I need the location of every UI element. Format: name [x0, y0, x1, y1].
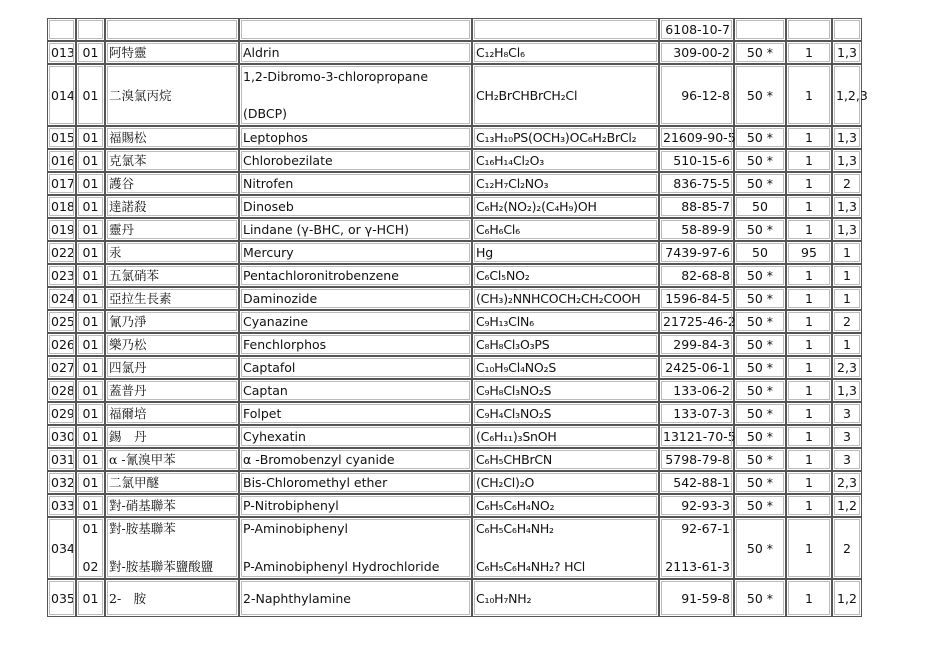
use-cell: 1: [832, 287, 862, 310]
cas-number-cell: [659, 517, 734, 579]
row-number-cell: 029: [47, 402, 76, 425]
cas-number-cell: 13121-70-5: [659, 425, 734, 448]
formula-cell: C₁₆H₁₄Cl₂O₃: [472, 149, 659, 172]
use-cell: 1: [832, 241, 862, 264]
class-cell: 1: [786, 425, 832, 448]
chinese-name-cell: 福爾培: [105, 402, 239, 425]
sub-number-cell: 01: [76, 241, 105, 264]
cas-number-cell: 133-06-2: [659, 379, 734, 402]
chinese-name-cell: [105, 18, 239, 41]
sub-number-cell: 01: [76, 402, 105, 425]
use-cell: 3: [832, 448, 862, 471]
english-name-cell: Captan: [239, 379, 472, 402]
table-row: [47, 149, 862, 172]
cas-number-cell: 58-89-9: [659, 218, 734, 241]
row-number-cell: 019: [47, 218, 76, 241]
table-row: [47, 356, 862, 379]
limit-cell: 50 *: [734, 356, 786, 379]
formula-line: C₆H₅C₆H₄NH₂? HCl: [476, 559, 586, 574]
row-number-cell: 031: [47, 448, 76, 471]
table-body: [47, 18, 868, 617]
table-row: [47, 18, 862, 41]
class-cell: 1: [786, 126, 832, 149]
table-row: [47, 425, 862, 448]
row-number-cell: 015: [47, 126, 76, 149]
limit-cell: 50 *: [734, 379, 786, 402]
sub-number-cell: 01: [76, 471, 105, 494]
class-cell: 1: [786, 218, 832, 241]
table-row: [47, 195, 862, 218]
sub-number-line: 02: [82, 559, 99, 574]
use-cell: 1,2: [832, 494, 862, 517]
chinese-name-cell: 亞拉生長素: [105, 287, 239, 310]
limit-cell: 50 *: [734, 425, 786, 448]
sub-number-cell: 01: [76, 425, 105, 448]
cas-number-cell: 133-07-3: [659, 402, 734, 425]
use-cell: 1,3: [832, 218, 862, 241]
class-cell: 1: [786, 494, 832, 517]
english-name-cell: Chlorobezilate: [239, 149, 472, 172]
row-number-cell: 026: [47, 333, 76, 356]
use-cell: 2: [832, 172, 862, 195]
row-number-cell: 016: [47, 149, 76, 172]
table-row: [47, 494, 862, 517]
table-row: [47, 379, 862, 402]
english-name-line: (DBCP): [243, 106, 288, 121]
english-name-cell: 2-Naphthylamine: [239, 579, 472, 617]
use-cell: 2: [832, 310, 862, 333]
cas-number-cell: 21725-46-2: [659, 310, 734, 333]
limit-cell: 50 *: [734, 494, 786, 517]
row-number-cell: 014: [47, 64, 76, 126]
limit-cell: 50 *: [734, 579, 786, 617]
cas-number-cell: 6108-10-7: [659, 18, 734, 41]
cas-number-cell: 5798-79-8: [659, 448, 734, 471]
sub-number-line: 01: [82, 521, 99, 536]
limit-cell: 50 *: [734, 448, 786, 471]
limit-cell: 50 *: [734, 264, 786, 287]
english-name-line: P-Aminobiphenyl: [243, 521, 349, 536]
formula-cell: Hg: [472, 241, 659, 264]
cas-number-line: 2113-61-3: [665, 559, 730, 574]
row-number-cell: 023: [47, 264, 76, 287]
use-cell: 1,3: [832, 195, 862, 218]
class-cell: 1: [786, 310, 832, 333]
cas-number-cell: 309-00-2: [659, 41, 734, 64]
formula-cell: C₆H₅C₆H₄NO₂: [472, 494, 659, 517]
chinese-name-cell: 四氯丹: [105, 356, 239, 379]
english-name-cell: [239, 18, 472, 41]
formula-cell: (C₆H₁₁)₃SnOH: [472, 425, 659, 448]
use-cell: 2,3: [832, 356, 862, 379]
row-number-cell: 024: [47, 287, 76, 310]
limit-cell: 50 *: [734, 333, 786, 356]
cas-number-cell: 299-84-3: [659, 333, 734, 356]
cas-number-cell: 7439-97-6: [659, 241, 734, 264]
use-cell: 1,2: [832, 579, 862, 617]
use-cell: 3: [832, 402, 862, 425]
formula-cell: C₆Cl₅NO₂: [472, 264, 659, 287]
row-number-cell: 013: [47, 41, 76, 64]
limit-cell: 50 *: [734, 41, 786, 64]
cas-number-cell: 542-88-1: [659, 471, 734, 494]
sub-number-cell: 01: [76, 195, 105, 218]
row-number-cell: 035: [47, 579, 76, 617]
cas-number-cell: 1596-84-5: [659, 287, 734, 310]
formula-cell: C₉H₁₃ClN₆: [472, 310, 659, 333]
chinese-name-cell: 福賜松: [105, 126, 239, 149]
chinese-name-cell: 靈丹: [105, 218, 239, 241]
sub-number-cell: 01: [76, 579, 105, 617]
formula-cell: C₁₃H₁₀PS(OCH₃)OC₆H₂BrCl₂: [472, 126, 659, 149]
english-name-cell: Dinoseb: [239, 195, 472, 218]
class-cell: 1: [786, 64, 832, 126]
formula-cell: C₁₂H₇Cl₂NO₃: [472, 172, 659, 195]
english-name-cell: Captafol: [239, 356, 472, 379]
english-name-cell: [239, 64, 472, 126]
class-cell: 1: [786, 379, 832, 402]
table-row: [47, 241, 862, 264]
english-name-cell: Folpet: [239, 402, 472, 425]
formula-cell: C₉H₄Cl₃NO₂S: [472, 402, 659, 425]
row-number-cell: 025: [47, 310, 76, 333]
cas-number-cell: 91-59-8: [659, 579, 734, 617]
use-cell: 1: [832, 264, 862, 287]
table-row: [47, 218, 862, 241]
cas-number-line: 92-67-1: [681, 521, 730, 536]
sub-number-cell: 01: [76, 218, 105, 241]
class-cell: 1: [786, 471, 832, 494]
sub-number-cell: 01: [76, 64, 105, 126]
table-row: [47, 517, 862, 579]
table-row: [47, 310, 862, 333]
use-cell: 1: [832, 333, 862, 356]
chinese-name-cell: 五氯硝苯: [105, 264, 239, 287]
table-row: [47, 579, 862, 617]
class-cell: 1: [786, 287, 832, 310]
row-number-cell: 033: [47, 494, 76, 517]
table-row: [47, 264, 862, 287]
chinese-name-cell: 氰乃淨: [105, 310, 239, 333]
limit-cell: 50 *: [734, 310, 786, 333]
english-name-cell: Pentachloronitrobenzene: [239, 264, 472, 287]
use-cell: 1,2,3: [832, 64, 862, 126]
limit-cell: 50 *: [734, 172, 786, 195]
table-row: [47, 41, 862, 64]
row-number-cell: [47, 18, 76, 41]
limit-cell: 50 *: [734, 149, 786, 172]
sub-number-cell: 01: [76, 264, 105, 287]
sub-number-cell: 01: [76, 287, 105, 310]
formula-line: C₆H₅C₆H₄NH₂: [476, 521, 554, 536]
english-name-line: P-Aminobiphenyl Hydrochloride: [243, 559, 440, 574]
sub-number-cell: 01: [76, 41, 105, 64]
formula-cell: C₉H₈Cl₃NO₂S: [472, 379, 659, 402]
cas-number-cell: 92-93-3: [659, 494, 734, 517]
row-number-cell: 018: [47, 195, 76, 218]
limit-cell: 50: [734, 241, 786, 264]
chinese-name-cell: 汞: [105, 241, 239, 264]
limit-cell: 50: [734, 195, 786, 218]
english-name-cell: [239, 517, 472, 579]
table-row: [47, 448, 862, 471]
formula-cell: (CH₂Cl)₂O: [472, 471, 659, 494]
limit-cell: 50 *: [734, 218, 786, 241]
cas-number-cell: 836-75-5: [659, 172, 734, 195]
cas-number-cell: 2425-06-1: [659, 356, 734, 379]
formula-cell: (CH₃)₂NNHCOCH₂CH₂COOH: [472, 287, 659, 310]
class-cell: 1: [786, 579, 832, 617]
english-name-cell: Mercury: [239, 241, 472, 264]
chinese-name-cell: [105, 517, 239, 579]
sub-number-cell: 01: [76, 494, 105, 517]
chinese-name-cell: α -氰溴甲苯: [105, 448, 239, 471]
use-cell: 1,3: [832, 41, 862, 64]
row-number-cell: 034: [47, 517, 76, 579]
formula-cell: C₁₀H₇NH₂: [472, 579, 659, 617]
english-name-cell: Daminozide: [239, 287, 472, 310]
class-cell: 1: [786, 448, 832, 471]
limit-cell: 50 *: [734, 64, 786, 126]
table-row: [47, 471, 862, 494]
use-cell: [832, 18, 862, 41]
english-name-cell: Fenchlorphos: [239, 333, 472, 356]
limit-cell: [734, 18, 786, 41]
chinese-name-cell: 二溴氯丙烷: [105, 64, 239, 126]
table-row: [47, 126, 862, 149]
row-number-cell: 032: [47, 471, 76, 494]
chinese-name-cell: 二氯甲醚: [105, 471, 239, 494]
row-number-cell: 030: [47, 425, 76, 448]
class-cell: 1: [786, 149, 832, 172]
use-cell: 3: [832, 425, 862, 448]
chemical-table: [47, 18, 868, 617]
class-cell: 1: [786, 172, 832, 195]
formula-cell: C₆H₅CHBrCN: [472, 448, 659, 471]
chinese-name-cell: 對-硝基聯苯: [105, 494, 239, 517]
sub-number-cell: [76, 517, 105, 579]
sub-number-cell: 01: [76, 333, 105, 356]
formula-cell: [472, 18, 659, 41]
sub-number-cell: 01: [76, 448, 105, 471]
chinese-name-cell: 錫 丹: [105, 425, 239, 448]
formula-cell: C₈H₈Cl₃O₃PS: [472, 333, 659, 356]
class-cell: 1: [786, 41, 832, 64]
cas-number-cell: 82-68-8: [659, 264, 734, 287]
row-number-cell: 022: [47, 241, 76, 264]
cas-number-cell: 96-12-8: [659, 64, 734, 126]
formula-cell: C₁₂H₈Cl₆: [472, 41, 659, 64]
english-name-cell: P-Nitrobiphenyl: [239, 494, 472, 517]
row-number-cell: 028: [47, 379, 76, 402]
sub-number-cell: [76, 18, 105, 41]
class-cell: 1: [786, 517, 832, 579]
use-cell: 1,3: [832, 379, 862, 402]
english-name-cell: Cyanazine: [239, 310, 472, 333]
table-row: [47, 402, 862, 425]
use-cell: 1,3: [832, 126, 862, 149]
chinese-name-cell: 克氯苯: [105, 149, 239, 172]
english-name-cell: Nitrofen: [239, 172, 472, 195]
formula-cell: C₆H₂(NO₂)₂(C₄H₉)OH: [472, 195, 659, 218]
class-cell: 1: [786, 402, 832, 425]
formula-cell: [472, 517, 659, 579]
use-cell: 1,3: [832, 149, 862, 172]
formula-cell: CH₂BrCHBrCH₂Cl: [472, 64, 659, 126]
english-name-cell: Bis-Chloromethyl ether: [239, 471, 472, 494]
limit-cell: 50 *: [734, 287, 786, 310]
chinese-name-cell: 護谷: [105, 172, 239, 195]
chinese-name-cell: 2- 胺: [105, 579, 239, 617]
sub-number-cell: 01: [76, 149, 105, 172]
sub-number-cell: 01: [76, 126, 105, 149]
english-name-cell: Lindane (γ-BHC, or γ-HCH): [239, 218, 472, 241]
english-name-cell: Cyhexatin: [239, 425, 472, 448]
row-number-cell: 027: [47, 356, 76, 379]
sub-number-cell: 01: [76, 172, 105, 195]
english-name-line: 1,2-Dibromo-3-chloropropane: [243, 69, 429, 84]
limit-cell: 50 *: [734, 402, 786, 425]
class-cell: 95: [786, 241, 832, 264]
cas-number-cell: 510-15-6: [659, 149, 734, 172]
use-cell: 2,3: [832, 471, 862, 494]
use-cell: 2: [832, 517, 862, 579]
table-row: [47, 172, 862, 195]
formula-cell: C₆H₆Cl₆: [472, 218, 659, 241]
sub-number-cell: 01: [76, 310, 105, 333]
chinese-name-line: 對-胺基聯苯: [109, 521, 176, 536]
sub-number-cell: 01: [76, 379, 105, 402]
sub-number-cell: 01: [76, 356, 105, 379]
chinese-name-cell: 達諾殺: [105, 195, 239, 218]
cas-number-cell: 21609-90-5: [659, 126, 734, 149]
english-name-cell: Aldrin: [239, 41, 472, 64]
table-row: [47, 333, 862, 356]
table-row: [47, 64, 862, 126]
limit-cell: 50 *: [734, 517, 786, 579]
limit-cell: 50 *: [734, 126, 786, 149]
class-cell: 1: [786, 195, 832, 218]
cas-number-cell: 88-85-7: [659, 195, 734, 218]
chinese-name-cell: 阿特靈: [105, 41, 239, 64]
class-cell: 1: [786, 333, 832, 356]
chinese-name-line: 對-胺基聯苯鹽酸鹽: [109, 559, 214, 574]
formula-cell: C₁₀H₉Cl₄NO₂S: [472, 356, 659, 379]
english-name-cell: α -Bromobenzyl cyanide: [239, 448, 472, 471]
class-cell: 1: [786, 356, 832, 379]
class-cell: [786, 18, 832, 41]
class-cell: 1: [786, 264, 832, 287]
english-name-cell: Leptophos: [239, 126, 472, 149]
limit-cell: 50 *: [734, 471, 786, 494]
chinese-name-cell: 蓋普丹: [105, 379, 239, 402]
row-number-cell: 017: [47, 172, 76, 195]
chinese-name-cell: 樂乃松: [105, 333, 239, 356]
table-row: [47, 287, 862, 310]
